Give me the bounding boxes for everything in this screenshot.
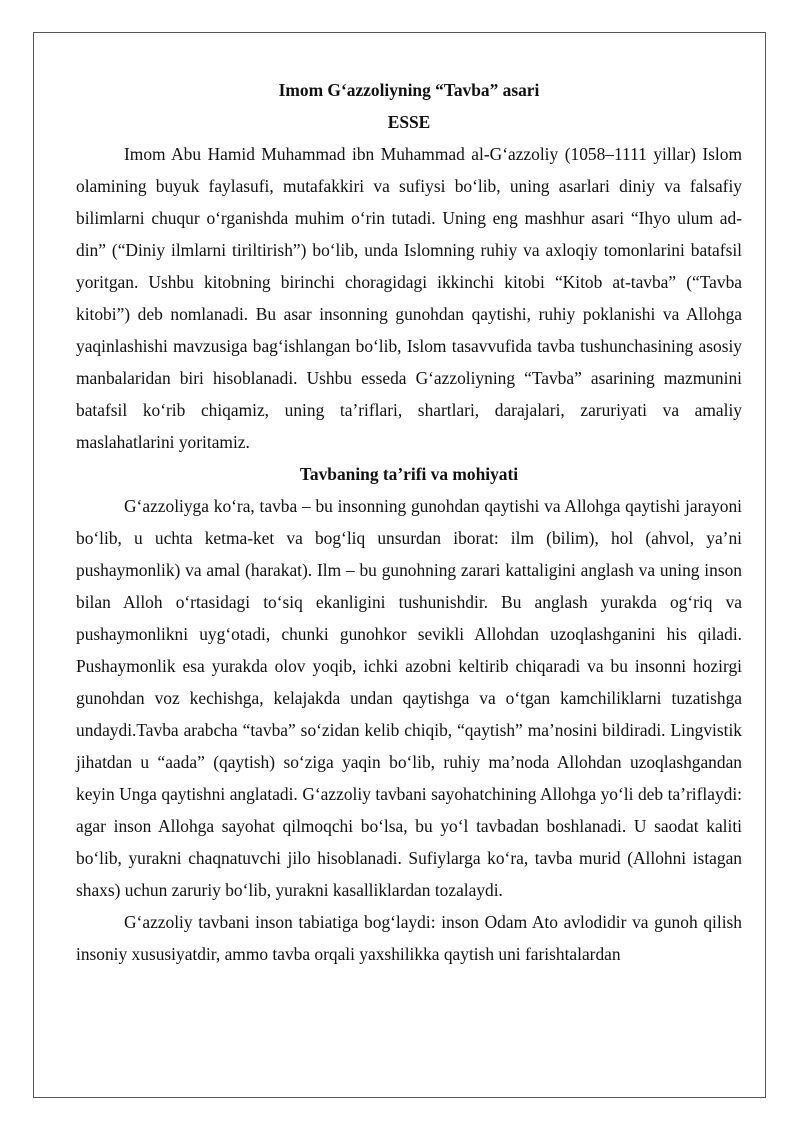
- body-paragraph-2: G‘azzoliy tavbani inson tabiatiga bog‘laydi: inson Odam Ato avlodidir va gunoh qilish insoniy xususiyatdir, ammo tavba orqali yaxshilikka qaytish uni farishtalardan: [76, 912, 742, 964]
- section-heading: Tavbaning ta’rifi va mohiyati: [299, 464, 519, 484]
- body-paragraph-1: G‘azzoliyga ko‘ra, tavba – bu insonning gunohdan qaytishi va Allohga qaytishi jarayoni bo‘lib, u uchta ketma-ket va bog‘liq unsurdan iborat: ilm (bilim), hol (ahvol, ya’ni pushaymonlik) va amal (harakat). Ilm – bu gunohning zarari kattaligini anglash va uning inson bilan Alloh o‘rtasidagi to‘siq ekanligini tushunishdir. Bu anglash yurakda og‘riq va pushaymonlikni uyg‘otadi, chunki gunohkor sevikli Allohdan uzoqlashganini his qiladi. Pushaymonlik esa yurakda olov yoqib, ichki azobni keltirib chiqaradi va bu insonni hozirgi gunohdan voz kechishga, kelajakda undan qaytishga va o‘tgan kamchiliklarni tuzatishga undaydi.Tavba arabcha “tavba” so‘zidan kelib chiqib, “qaytish” ma’nosini bildiradi. Lingvistik jihatdan u “aada” (qaytish) so‘ziga yaqin bo‘lib, ruhiy ma’noda Allohdan uzoqlashgandan keyin Unga qaytishni anglatadi. G‘azzoliy tavbani sayohatchining Allohga yo‘li deb ta’riflaydi: agar inson Allohga sayohat qilmoqchi bo‘lsa, bu yo‘l tavbadan boshlanadi. U saodat kaliti bo‘lib, yurakni chaqnatuvchi jilo hisoblanadi. Sufiylarga ko‘ra, tavba murid (Allohni istagan shaxs) uchun zaruriy bo‘lib, yurakni kasalliklardan tozalaydi.: [76, 496, 742, 900]
- document-subtitle: ESSE: [387, 112, 431, 132]
- document-body: [76, 74, 742, 970]
- intro-paragraph: Imom Abu Hamid Muhammad ibn Muhammad al-G‘azzoliy (1058–1111 yillar) Islom olamining buyuk faylasufi, mutafakkiri va sufiysi bo‘lib, uning asarlari diniy va falsafiy bilimlarni chuqur o‘rganishda muhim o‘rin tutadi. Uning eng mashhur asari “Ihyo ulum ad-din” (“Diniy ilmlarni tiriltirish”) bo‘lib, unda Islomning ruhiy va axloqiy tomonlarini batafsil yoritgan. Ushbu kitobning birinchi choragidagi ikkinchi kitobi “Kitob at-tavba” (“Tavba kitobi”) deb nomlanadi. Bu asar insonning gunohdan qaytishi, ruhiy poklanishi va Allohga yaqinlashishi mavzusiga bag‘ishlangan bo‘lib, Islom tasavvufida tavba tushunchasining asosiy manbalaridan biri hisoblanadi. Ushbu esseda G‘azzoliyning “Tavba” asarining mazmunini batafsil ko‘rib chiqamiz, uning ta’riflari, shartlari, darajalari, zaruriyati va amaliy maslahatlarini yoritamiz.: [76, 144, 742, 452]
- document-title: Imom G‘azzoliyning “Tavba” asari: [278, 80, 540, 100]
